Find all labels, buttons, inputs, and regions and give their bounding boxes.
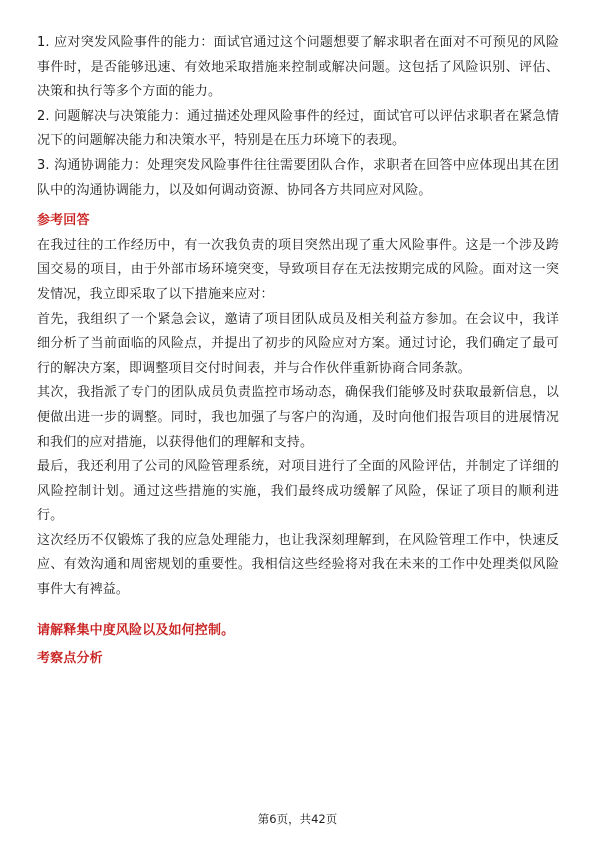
analysis-heading: 考察点分析 xyxy=(37,651,103,667)
answer-paragraph-2: 首先，我组织了一个紧急会议，邀请了项目团队成员及相关利益方参加。在会议中，我详细分析了当前面临的风险点，并提出了初步的风险应对方案。通过讨论，我们确定了最可行的解决方案，即调整项目交付时间表，并与合作伙伴重新协商合同条款。 xyxy=(37,311,559,376)
page-number-footer: 第6页，共42页 xyxy=(257,812,338,826)
answer-paragraph-4: 最后，我还利用了公司的风险管理系统，对项目进行了全面的风险评估，并制定了详细的风险控制计划。通过这些措施的实施，我们最终成功缓解了风险，保证了项目的顺利进行。 xyxy=(37,459,559,524)
answer-paragraph-3: 其次，我指派了专门的团队成员负责监控市场动态，确保我们能够及时获取最新信息，以便做出进一步的调整。同时，我也加强了与客户的沟通，及时向他们报告项目的进展情况和我们的应对措施，以获得他们的理解和支持。 xyxy=(37,385,559,450)
answer-paragraph-5: 这次经历不仅锻炼了我的应急处理能力，也让我深刻理解到，在风险管理工作中，快速反应、有效沟通和周密规划的重要性。我相信这些经验将对我在未来的工作中处理类似风险事件大有裨益。 xyxy=(37,532,559,598)
assessment-point-2: 2. 问题解决与决策能力：通过描述处理风险事件的经过，面试官可以评估求职者在紧急情况下的问题解决能力和决策水平，特别是在压力环境下的表现。 xyxy=(37,108,559,149)
reference-answer-heading: 参考回答 xyxy=(37,213,90,229)
assessment-point-3: 3. 沟通协调能力：处理突发风险事件往往需要团队合作，求职者在回答中应体现出其在团队中的沟通协调能力，以及如何调动资源、协同各方共同应对风险。 xyxy=(37,157,559,198)
answer-paragraph-1: 在我过往的工作经历中，有一次我负责的项目突然出现了重大风险事件。这是一个涉及跨国交易的项目，由于外部市场环境突变，导致项目存在无法按期完成的风险。面对这一突发情况，我立即采取了以下措施来应对： xyxy=(37,237,559,302)
next-question-title: 请解释集中度风险以及如何控制。 xyxy=(37,622,235,638)
page-content xyxy=(37,31,559,672)
assessment-point-1: 1. 应对突发风险事件的能力：面试官通过这个问题想要了解求职者在面对不可预见的风险事件时，是否能够迅速、有效地采取措施来控制或解决问题。这包括了风险识别、评估、决策和执行等多个方面的能力。 xyxy=(37,35,559,100)
